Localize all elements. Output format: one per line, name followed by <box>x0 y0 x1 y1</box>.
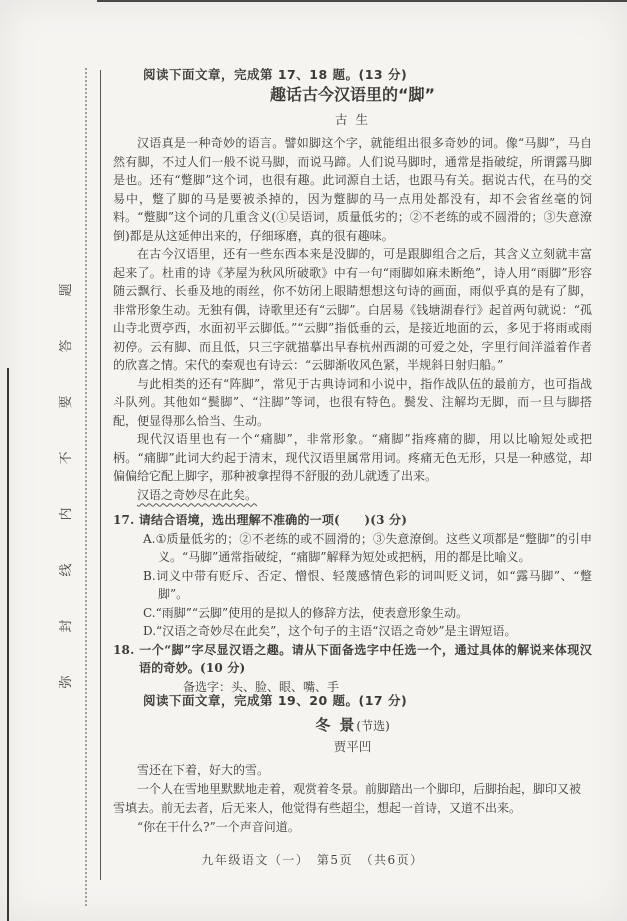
top-edge-scan-line <box>97 0 627 2</box>
essay1-body <box>113 134 592 504</box>
seal-solid-line <box>100 70 101 880</box>
seal-line-char: 答 <box>58 339 74 353</box>
seal-line-char: 要 <box>58 395 74 409</box>
essay2-paragraph: 一个人在雪地里默默地走着，观赏着冬景。前脚踏出一个脚印，后脚抬起，脚印又被雪填去。前无去者，后无来人，他觉得有些超尘，想起一首诗，又道不出来。 <box>113 781 582 815</box>
seal-line-char: 不 <box>58 451 74 465</box>
wavy-underlined-text: 汉语之奇妙尽在此矣。 <box>137 487 258 502</box>
question-17-option-b: B.词义中带有贬斥、否定、憎恨、轻蔑感情色彩的词叫贬义词，如“露马脚”、“蹩脚”。 <box>143 568 592 601</box>
essay2-body <box>113 761 592 837</box>
essay2-title-suffix: (节选) <box>356 718 390 733</box>
question-17-option-d: D.“汉语之奇妙尽在此矣”，这个句子的主语“汉语之奇妙”是主谓短语。 <box>143 624 517 638</box>
essay2-title <box>113 716 592 736</box>
seal-dotted-line <box>85 68 87 906</box>
seal-line-char: 题 <box>58 283 74 297</box>
left-edge-scan-line <box>7 368 9 921</box>
seal-line-char: 内 <box>58 507 74 521</box>
seal-line-char: 弥 <box>58 675 74 689</box>
essay1-paragraph: 与此相类的还有“阵脚”，常见于古典诗词和小说中，指作战队伍的最前方，也可指战斗队列。其他如“鬓脚”、“注脚”等词，也很有特色。鬓发、注解均无脚，而一旦与脚搭配，便显得那么恰当、生动。 <box>113 376 592 428</box>
essay1-author: 古 生 <box>335 112 370 127</box>
reading-instruction-1: 阅读下面文章，完成第 17、18 题。(13 分) <box>143 67 408 82</box>
seal-line-char: 封 <box>58 619 74 633</box>
essay2-paragraph: 雪还在下着，好大的雪。 <box>137 762 270 777</box>
essay1-paragraph: 现代汉语里也有一个“痛脚”，非常形象。“痛脚”指疼痛的脚，用以比喻短处或把柄。“痛脚”此词大约起于清末，现代汉语里属常用词。疼痛无色无形，只是一种感觉，却偏偏给它配上脚字，那种被拿捏得不舒服的劲儿就透了出来。 <box>113 432 592 483</box>
question-17-option-a: A.①质量低劣的；②不老练的或不圆滑的；③失意潦倒。这些义项都是“蹩脚”的引申义。“马脚”通常指破绽，“痛脚”解释为短处或把柄，用的都是比喻义。 <box>143 531 592 564</box>
essay2-author: 贾平凹 <box>333 739 372 754</box>
essay2-paragraph: “你在干什么?”一个声音问道。 <box>137 819 300 834</box>
reading-instruction-2: 阅读下面文章，完成第 19、20 题。(17 分) <box>143 693 408 708</box>
essay1-paragraph: 汉语真是一种奇妙的语言。譬如脚这个字，就能组出很多奇妙的词。像“马脚”，马自然有脚，不过人们一般不说马脚，而说马蹄。人们说马脚时，通常是指破绽，所谓露马脚是也。还有“蹩脚”这个词，也很有趣。此词源自土话，也跟马有关。据说古代，在马的交易中，蹩了脚的马是要被杀掉的，因为蹩脚的马一点用处都没有，却不会省丝毫的饲料。“蹩脚”这个词的几重含义(①吴语词，质量低劣的；②不老练的或不圆滑的；③失意潦倒)都是从这延伸出来的，仔细琢磨，真的很有趣味。 <box>113 136 592 243</box>
questions-block <box>113 511 592 696</box>
essay1-paragraph: 在古今汉语里，还有一些东西本来是没脚的，可是跟脚组合之后，其含义立刻就丰富起来了。杜甫的诗《茅屋为秋风所破歌》中有一句“雨脚如麻未断绝”，诗人用“雨脚”形容随云飘行、长垂及地的雨丝，你不妨闭上眼睛想想这句诗的画面，雨似乎真的是有了脚，非常形象生动。无独有偶，诗歌里还有“云脚”。白居易《钱塘湖春行》起首两句就说：“孤山寺北贾亭西，水面初平云脚低。”“云脚”指低垂的云，是接近地面的云，多见于将雨或雨初停。云有脚、而且低，只三字就描摹出早春杭州西湖的可爱之处，字里行间洋溢着作者的欣喜之情。宋代的秦观也有诗云：“云脚渐收风色紧，半规斜日射归船。” <box>113 247 592 372</box>
section-2 <box>113 692 592 837</box>
page-footer: 九年级语文（一） 第5页 （共6页） <box>201 853 424 867</box>
question-18-choices: 备选字：头、脸、眼、嘴、手 <box>183 679 340 694</box>
seal-line-char: 线 <box>58 563 74 577</box>
question-17-stem: 17. 请结合语境，选出理解不准确的一项( )(3 分) <box>113 513 408 527</box>
question-17-option-c: C.“雨脚”“云脚”使用的是拟人的修辞方法，使表意形象生动。 <box>143 605 469 620</box>
essay2-title-main: 冬 景 <box>315 715 357 734</box>
seal-margin-text <box>52 262 76 710</box>
essay1-title: 趣话古今汉语里的“脚” <box>269 85 436 104</box>
essay1-closing-sentence <box>113 486 592 505</box>
question-18-stem: 18. 一个“脚”字尽显汉语之趣。请从下面备选字中任选一个，通过具体的解说来体现汉语的奇妙。(10 分) <box>113 642 592 675</box>
